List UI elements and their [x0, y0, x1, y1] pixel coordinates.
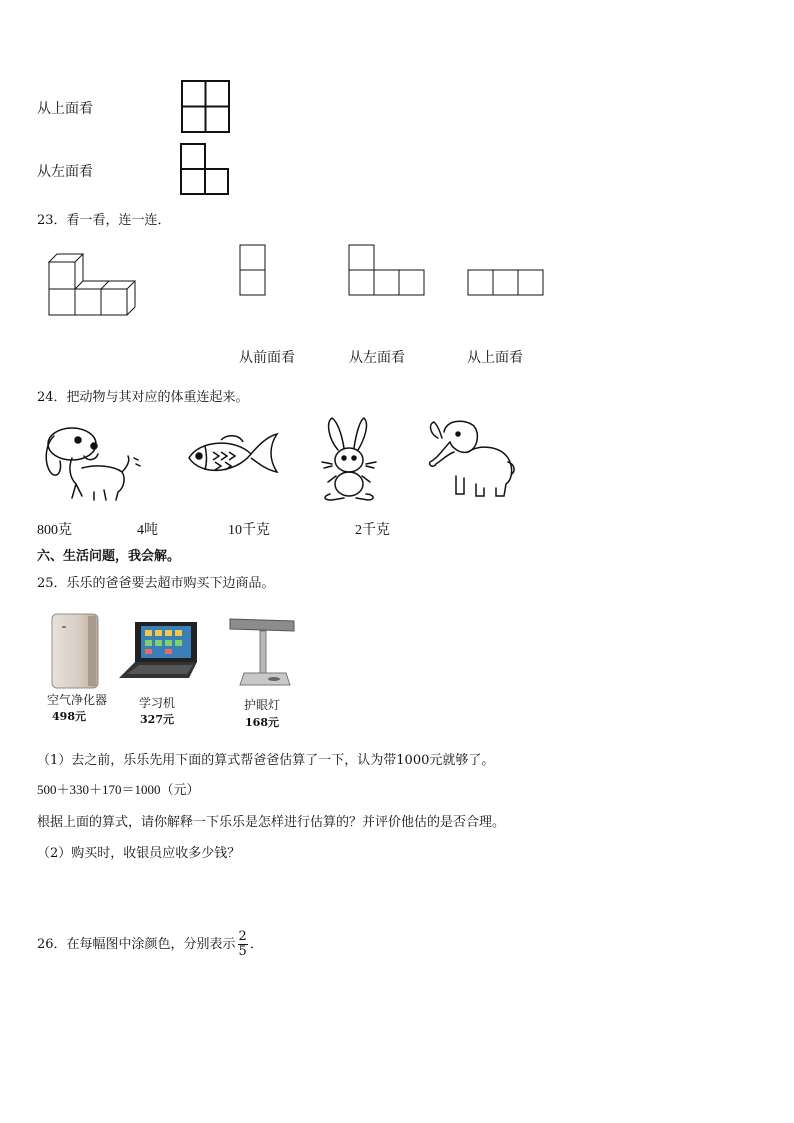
weight-2kg: 2千克: [355, 523, 390, 538]
top-view-option: [467, 269, 547, 298]
left-view-option: [348, 244, 428, 298]
weight-4t: 4吨: [137, 523, 158, 538]
fraction-denominator: 5: [238, 944, 247, 959]
product-price-learning-machine: 327元: [140, 713, 174, 726]
rabbit-icon: [318, 416, 384, 502]
weight-10kg: 10千克: [228, 523, 270, 538]
view-left-label: 从左面看: [37, 164, 93, 180]
label-front-view: 从前面看: [239, 350, 295, 366]
q26-line: [37, 930, 263, 959]
product-price-purifier: 498元: [52, 710, 86, 723]
q26-prefix: 26．在每幅图中涂颜色，分别表示: [37, 937, 236, 952]
elephant-icon: [424, 418, 516, 500]
dog-icon: [42, 416, 142, 502]
q25-formula: 500＋330＋170＝1000（元）: [37, 782, 200, 797]
top-view-grid: [181, 80, 231, 134]
q24-title: 24．把动物与其对应的体重连起来。: [37, 390, 249, 405]
left-view-grid: [180, 143, 230, 197]
view-top-label: 从上面看: [37, 101, 93, 117]
q25-title: 25．乐乐的爸爸要去超市购买下边商品。: [37, 576, 275, 591]
q25-part1: （1）去之前，乐乐先用下面的算式帮爸爸估算了一下，认为带1000元就够了。: [37, 753, 495, 768]
q23-title: 23．看一看，连一连．: [37, 213, 171, 228]
label-top-view: 从上面看: [467, 350, 523, 366]
fraction-two-fifths: [238, 930, 248, 959]
cube-stack-figure: [48, 252, 138, 318]
product-price-eye-lamp: 168元: [245, 716, 279, 729]
product-name-learning-machine: 学习机: [138, 696, 175, 710]
air-purifier-icon: [50, 612, 102, 690]
product-name-purifier: 空气净化器: [46, 693, 107, 707]
learning-machine-icon: [117, 620, 201, 682]
section-six-heading: 六、生活问题，我会解。: [37, 549, 181, 564]
q26-suffix: ．: [249, 937, 263, 952]
product-name-eye-lamp: 护眼灯: [243, 698, 280, 712]
front-view-option: [239, 244, 267, 298]
q25-explain: 根据上面的算式，请你解释一下乐乐是怎样进行估算的？并评价他估的是否合理。: [37, 815, 506, 830]
fish-icon: [185, 432, 280, 484]
q25-part2: （2）购买时，收银员应收多少钱？: [37, 846, 241, 861]
fraction-numerator: 2: [238, 929, 247, 944]
weight-800g: 800克: [37, 523, 72, 538]
eye-lamp-icon: [226, 615, 298, 689]
label-left-view: 从左面看: [349, 350, 405, 366]
